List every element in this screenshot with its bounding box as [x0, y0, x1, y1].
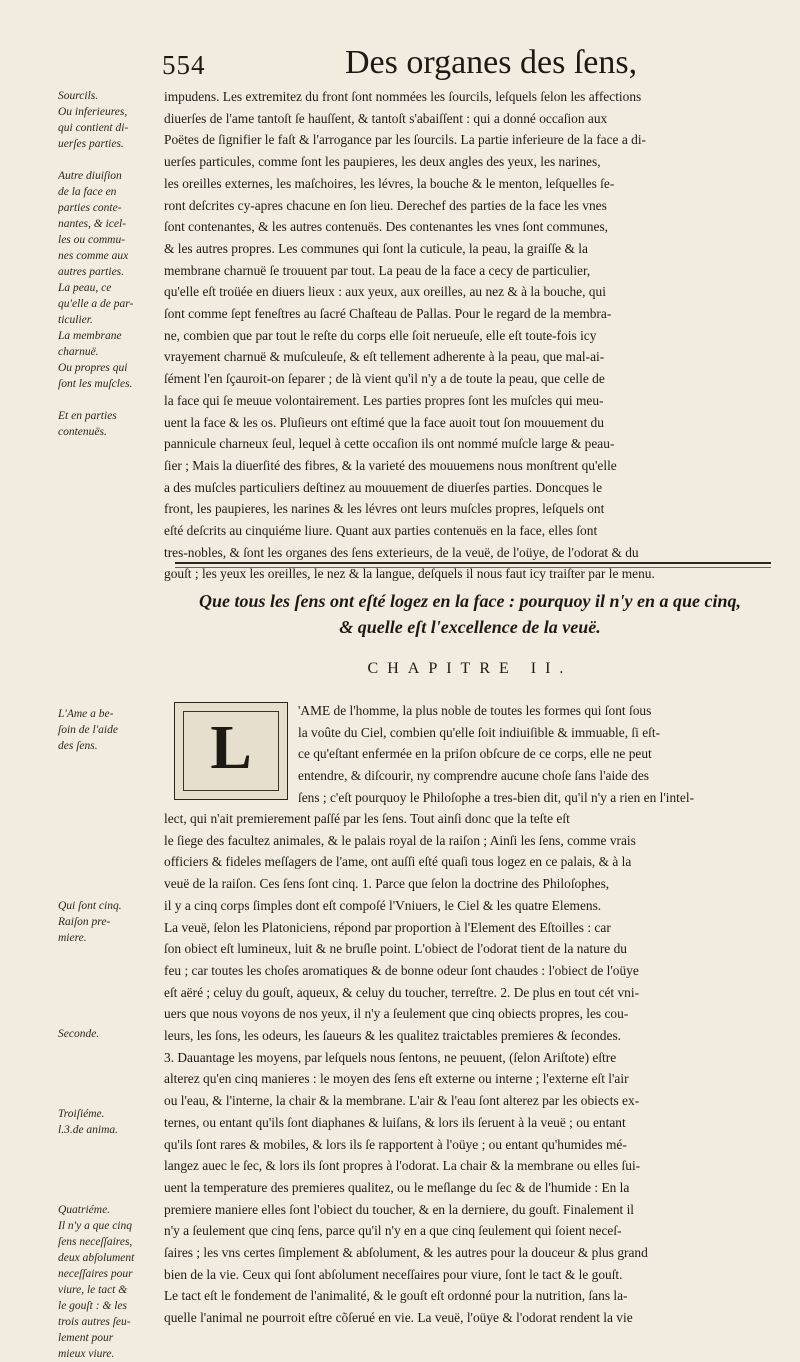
text-line: front, les paupieres, les narines & les lévres ont leurs muſcles propres, leſquels ont — [164, 501, 605, 517]
margin-note: contenuës. — [58, 426, 107, 438]
text-line: Poëtes de ſignifier le faſt & l'arrogance par les ſourcils. La partie inferieure de la face a di- — [164, 132, 647, 148]
margin-note — [58, 850, 162, 866]
margin-note — [58, 834, 162, 850]
paragraph-one — [164, 86, 780, 585]
text-line: diuerſes de l'ame tantoſt ſe hauſſent, & tantoſt s'abaiſſent : qui a donné occaſion aux — [164, 110, 608, 126]
text-line: leurs, les ſons, les odeurs, les ſaueurs & les qualitez traictables premieres & ſecondes. — [164, 1028, 622, 1044]
margin-note — [58, 1042, 162, 1058]
text-line: Le tact eſt le fondement de l'animalité, & le gouſt eſt ordonné pour la nutrition, ſans la- — [164, 1288, 628, 1304]
margin-note: Ou inferieures, — [58, 106, 128, 118]
text-line: entendre, & diſcourir, ny comprendre aucune choſe ſans l'aide des — [298, 768, 650, 784]
running-title: Des organes des ſens, — [345, 44, 638, 81]
margin-note: mieux viure. — [58, 1348, 115, 1360]
margin-note: Et en parties — [58, 410, 117, 422]
text-line: ſont contenantes, & les autres contenuës. Des contenantes les vnes ſont communes, — [164, 219, 609, 235]
margin-notes-top — [58, 88, 162, 440]
text-line: premiere maniere elles ſont l'obiect du toucher, & en la derniere, du gouſt. Finalement il — [164, 1201, 635, 1217]
margin-note: deux abſolument — [58, 1252, 135, 1264]
margin-note — [58, 754, 162, 770]
margin-note — [58, 946, 162, 962]
margin-notes-bottom — [58, 706, 162, 1362]
text-line: uent la face & les os. Pluſieurs ont eſtimé que la face auoit tout ſon mouuement du — [164, 414, 604, 430]
margin-note: ſont les muſcles. — [58, 378, 133, 390]
text-line: uers que nous voyons de nos yeux, il n'y a ſeulement que cinq obiects propres, les cou- — [164, 1006, 629, 1022]
margin-note — [58, 978, 162, 994]
margin-note — [58, 1154, 162, 1170]
margin-note — [58, 866, 162, 882]
margin-note: l.3.de anima. — [58, 1124, 119, 1136]
text-line: ſon obiect eſt lumineux, luit & ne bruſle point. L'obiect de l'odorat tient de la nature du — [164, 941, 627, 957]
margin-note: La membrane — [58, 330, 122, 342]
margin-note — [58, 786, 162, 802]
text-line: n'y a ſeulement que cinq ſens, parce qu'il n'y en a que cinq ſeulement qui ſoient neceſ- — [164, 1223, 622, 1239]
margin-note: autres parties. — [58, 266, 125, 278]
text-line: le ſiege des facultez animales, & le palais royal de la raiſon ; Ainſi les ſens, comme vrais — [164, 832, 636, 848]
text-line: la voûte du Ciel, combien qu'elle ſoit indiuiſible & immuable, ſi eſt- — [298, 724, 661, 740]
margin-note: Seconde. — [58, 1028, 100, 1040]
text-line: pannicule charneux ſeul, lequel à cette occaſion ils ont nommé muſcle large & peau- — [164, 436, 615, 452]
margin-note — [58, 994, 162, 1010]
margin-note: La peau, ce — [58, 282, 112, 294]
drop-cap-ornament — [174, 702, 288, 800]
drop-cap-letter: L — [210, 714, 252, 782]
margin-note: le gouſt : & les — [58, 1300, 127, 1312]
chapter-heading: CHAPITRE II. — [367, 660, 573, 677]
margin-note — [58, 1138, 162, 1154]
text-line: impudens. Les extremitez du front ſont nommées les ſourcils, leſquels ſelon les affections — [164, 89, 642, 104]
text-line: ſier ; Mais la diuerſité des fibres, & la varieté des mouuemens nous monſtrent qu'elle — [164, 457, 617, 473]
text-line: a des muſcles particuliers deſtinez au mouuement de diuerſes parties. Doncques le — [164, 479, 603, 495]
margin-note: Ou propres qui — [58, 362, 128, 374]
margin-note: uerſes parties. — [58, 138, 124, 150]
margin-note: nantes, & icel- — [58, 218, 127, 230]
text-line: il y a cinq corps ſimples dont eſt compoſé l'Vniuers, le Ciel & les quatre Elemens. — [164, 897, 602, 913]
margin-note — [58, 1186, 162, 1202]
text-line: ſont comme ſept feneſtres au ſacré Chaſteau de Pallas. Pour le regard de la membra- — [164, 306, 612, 322]
page-header — [58, 46, 778, 86]
margin-note: Il n'y a que cinq — [58, 1220, 132, 1232]
margin-note: ſens neceſſaires, — [58, 1236, 133, 1248]
margin-note — [58, 770, 162, 786]
text-line: qu'ils ſont rares & mobiles, & lors ils ſe rapportent à l'oüye ; ou entant qu'humides mé- — [164, 1136, 627, 1152]
margin-note — [58, 1170, 162, 1186]
section-title-line-1: Que tous les ſens ont eſté logez en la face : pourquoy il n'y en a que cinq, — [199, 591, 741, 611]
margin-note: Sourcils. — [58, 90, 99, 102]
margin-note: les ou commu- — [58, 234, 126, 246]
margin-note — [58, 392, 162, 408]
page-number: 554 — [162, 50, 206, 80]
text-line: ternes, ou entant qu'ils ſont diaphanes & luiſans, & lors ils ſeruent à la veuë ; ou entant — [164, 1114, 626, 1130]
text-line: La veuë, ſelon les Platoniciens, répond par proportion à l'Element des Eſtoilles : car — [164, 919, 611, 935]
margin-note: lement pour — [58, 1332, 114, 1344]
text-line: ront deſcrites cy-apres chacune en ſon lieu. Derechef des parties de la face les vnes — [164, 197, 607, 213]
margin-note: charnuë. — [58, 346, 99, 358]
text-line: ce qu'eſtant enfermée en la priſon obſcure de ce corps, elle ne peut — [298, 746, 652, 762]
text-line: la face qui ſe meuue volontairement. Les parties propres ſont les muſcles qui meu- — [164, 392, 604, 408]
text-line: vrayement charnuë & muſculeuſe, & eſt tellement adherente à la peau, que mal-ai- — [164, 349, 605, 365]
text-line: ſaires ; les vns certes ſimplement & abſolument, & les autres pour la douceur & plus grand — [164, 1245, 648, 1261]
margin-note: Qui ſont cinq. — [58, 900, 122, 912]
text-line: les oreilles externes, les maſchoires, les lévres, la bouche & le menton, leſquelles ſe- — [164, 175, 615, 191]
margin-note: qu'elle a de par- — [58, 298, 134, 310]
margin-note: Raiſon pre- — [58, 916, 111, 928]
margin-note: Autre diuiſion — [58, 170, 122, 182]
margin-note: neceſſaires pour — [58, 1268, 133, 1280]
margin-note: ſoin de l'aide — [58, 724, 118, 736]
text-line: ou l'eau, & l'interne, la chair & la membrane. L'air & l'eau ſont alterez par les obiects ex- — [164, 1093, 640, 1109]
text-line: qu'elle eſt troüée en diuers lieux : aux yeux, aux oreilles, au nez & à la bouche, qui — [164, 284, 606, 300]
text-line: tres-nobles, & ſont les organes des ſens exterieurs, de la veuë, de l'oüye, de l'odorat & du — [164, 544, 639, 560]
margin-note: viure, le tact & — [58, 1284, 128, 1296]
text-line: feu ; car toutes les choſes aromatiques & de bonne odeur ſont chaudes : l'obiect de l'oüye — [164, 962, 639, 978]
text-line: gouſt ; les yeux les oreilles, le nez & la langue, deſquels il nous faut icy traiſter par le menu. — [164, 566, 655, 582]
text-line: officiers & fideles meſſagers de l'ame, ont auſſi eſté quaſi tous logez en ce palais, & à la — [164, 854, 632, 870]
text-line: membrane charnuë ſe trouuent par tout. La peau de la face a cecy de particulier, — [164, 262, 591, 278]
margin-note: nes comme aux — [58, 250, 129, 262]
text-line: eſt aëré ; celuy du gouſt, aqueux, & celuy du toucher, terreſtre. 2. De plus en tout cét vni- — [164, 984, 640, 1000]
margin-note: Quatriéme. — [58, 1204, 111, 1216]
paragraph-two-beside-cap — [298, 700, 780, 809]
margin-note — [58, 1058, 162, 1074]
margin-note: parties conte- — [58, 202, 122, 214]
margin-note: des ſens. — [58, 740, 98, 752]
margin-note — [58, 818, 162, 834]
margin-note — [58, 1074, 162, 1090]
text-line: uent la temperature des premieres qualitez, ou le meſlange du ſec & de l'humide : En la — [164, 1179, 630, 1195]
margin-note — [58, 152, 162, 168]
section-title — [150, 588, 790, 640]
margin-note: L'Ame a be- — [58, 708, 114, 720]
margin-note — [58, 802, 162, 818]
text-line: ne, combien que par tout le reſte du corps elle ſoit nerueuſe, elle eſt toute-fois icy — [164, 327, 597, 343]
margin-note: ticulier. — [58, 314, 93, 326]
section-title-line-2: & quelle eſt l'excellence de la veuë. — [339, 617, 601, 637]
margin-note: Troiſiéme. — [58, 1108, 105, 1120]
margin-note: qui contient di- — [58, 122, 129, 134]
text-line: langez auec le ſec, & lors ils ſont propres à l'odorat. La chair & la membrane ou elles ſui- — [164, 1158, 641, 1174]
margin-note — [58, 882, 162, 898]
text-line: eſté deſcrits au cinquiéme liure. Quant aux parties contenuës en la face, elles ſont — [164, 523, 598, 539]
margin-note — [58, 1090, 162, 1106]
text-line: uerſes particules, comme ſont les paupieres, les deux angles des yeux, les narines, — [164, 154, 601, 170]
margin-note: trois autres ſeu- — [58, 1316, 131, 1328]
margin-note: de la face en — [58, 186, 117, 198]
text-line: ſément l'en ſçauroit-on ſeparer ; de là vient qu'il n'y a de toute la peau, que celle de — [164, 371, 605, 387]
text-line: bien de la vie. Ceux qui ſont abſolument neceſſaires pour viure, ſont le tact & le gouſt. — [164, 1266, 623, 1282]
text-line: lect, qui n'ait premierement paſſé par les ſens. Tout ainſi donc que la teſte eſt — [164, 811, 570, 826]
text-line: veuë de la raiſon. Ces ſens ſont cinq. 1. Parce que ſelon la doctrine des Philoſophes, — [164, 876, 610, 892]
text-line: quelle l'animal ne pourroit eſtre cõſerué en vie. La veuë, l'oüye & l'odorat rendent la vie — [164, 1310, 633, 1326]
section-rule-thin — [175, 567, 771, 568]
margin-note — [58, 962, 162, 978]
text-line: & les autres propres. Les communes qui ſont la cuticule, la peau, la graiſſe & la — [164, 240, 588, 256]
text-line: alterez qu'en cinq manieres : le moyen des ſens eſt externe ou interne ; l'externe eſt l'air — [164, 1071, 629, 1087]
paragraph-two — [164, 808, 780, 1329]
text-line: 'AME de l'homme, la plus noble de toutes les formes qui ſont ſous — [298, 703, 652, 718]
text-line: ſens ; c'eſt pourquoy le Philoſophe a tres-bien dit, qu'il n'y a rien en l'intel- — [298, 789, 695, 805]
text-line: 3. Dauantage les moyens, par leſquels nous ſentons, ne peuuent, (ſelon Ariſtote) eſtre — [164, 1049, 617, 1065]
margin-note — [58, 1010, 162, 1026]
margin-note: miere. — [58, 932, 87, 944]
section-rule — [175, 562, 771, 564]
